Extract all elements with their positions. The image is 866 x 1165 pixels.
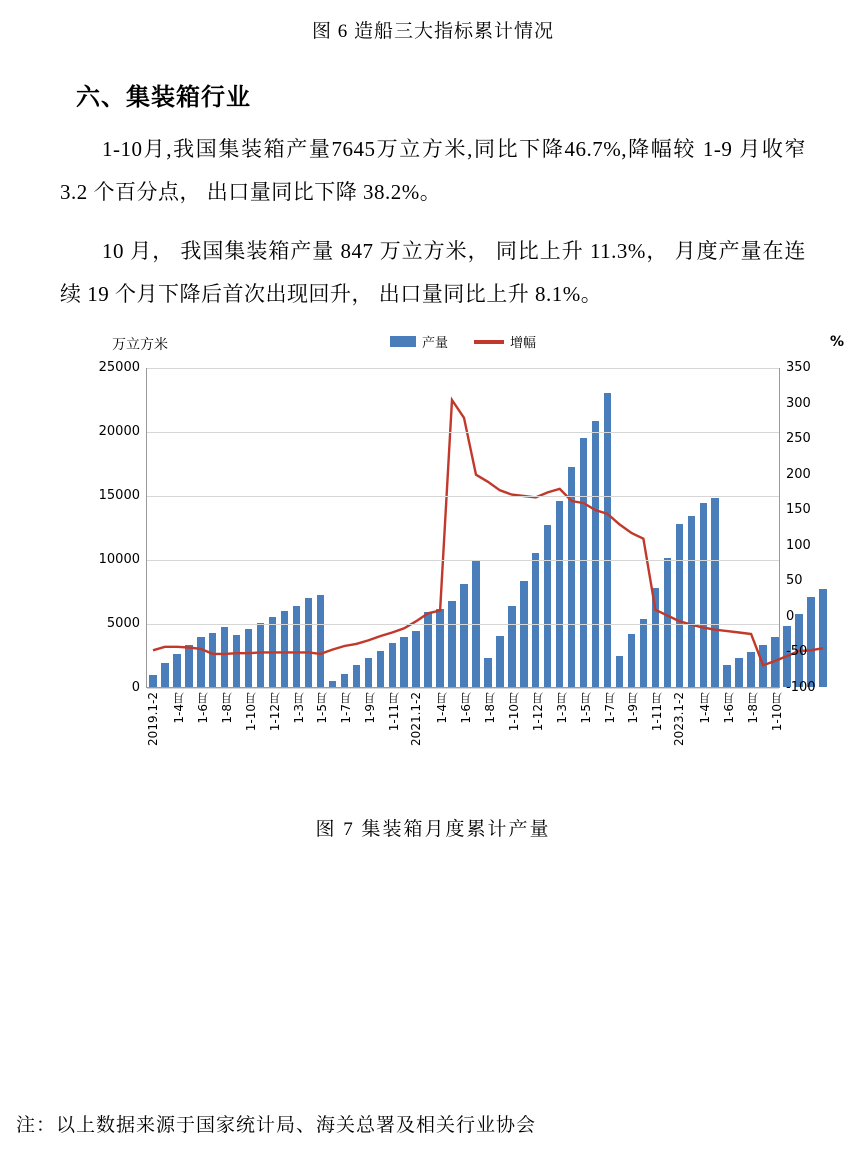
x-tick-label: 1-10月 (506, 692, 521, 732)
x-tick-label: 1-10月 (243, 692, 258, 732)
x-tick-label: 1-11月 (387, 692, 402, 732)
x-tick-label: 2019.1-2 (145, 692, 160, 746)
x-tick-label: 1-9月 (626, 692, 641, 724)
legend-label-output: 产量 (421, 336, 448, 351)
x-tick-label: 1-8月 (219, 692, 234, 724)
x-tick-label: 1-12月 (530, 692, 545, 732)
x-tick-label: 1-6月 (195, 692, 210, 724)
y-tick-left: 20000 (98, 424, 140, 439)
chart-plot-area (146, 368, 780, 688)
x-tick-label: 1-10月 (770, 692, 785, 732)
y-tick-right: -100 (786, 680, 816, 695)
y-tick-left: 5000 (106, 616, 140, 631)
x-tick-label: 2021.1-2 (409, 692, 424, 746)
line-swatch-icon (474, 340, 504, 344)
x-tick-label: 1-5月 (315, 692, 330, 724)
y-axis-left-title: 万立方米 (112, 337, 168, 353)
bar-swatch-icon (390, 336, 416, 347)
y-tick-right: 200 (786, 466, 811, 482)
bar (819, 589, 826, 687)
gridline (147, 368, 779, 369)
x-tick-label: 1-12月 (267, 692, 282, 732)
y-tick-left: 10000 (98, 552, 140, 567)
y-axis-right-title: % (829, 334, 844, 350)
x-tick-label: 1-8月 (482, 692, 497, 724)
paragraph-1: 1-10月,我国集装箱产量7645万立方米,同比下降46.7%,降幅较 1-9 月收窄 3.2 个百分点， 出口量同比下降 38.2%。 (60, 137, 806, 204)
y-tick-left: 25000 (98, 360, 140, 375)
legend-item-growth (474, 332, 536, 351)
y-tick-right: 0 (786, 608, 795, 624)
x-tick-label: 1-4月 (435, 692, 450, 724)
x-tick-label: 1-3月 (554, 692, 569, 724)
y-tick-right: 50 (786, 573, 803, 589)
gridline (147, 624, 779, 625)
x-tick-label: 2023.1-2 (672, 692, 687, 746)
growth-line (153, 400, 823, 665)
y-tick-left: 0 (131, 680, 140, 695)
source-note: 注：以上数据来源于国家统计局、海关总署及相关行业协会 (16, 1115, 537, 1136)
container-output-chart (60, 326, 866, 806)
x-tick-label: 1-8月 (746, 692, 761, 724)
x-tick-label: 1-11月 (650, 692, 665, 732)
gridline (147, 496, 779, 497)
x-axis-labels (145, 692, 785, 802)
x-tick-label: 1-4月 (698, 692, 713, 724)
legend-item-output (390, 332, 448, 351)
gridline (147, 432, 779, 433)
x-tick-label: 1-7月 (602, 692, 617, 724)
paragraph-2: 10 月， 我国集装箱产量 847 万立方米， 同比上升 11.3%， 月度产量在连续 19 个月下降后首次出现回升， 出口量同比上升 8.1%。 (60, 239, 806, 306)
gridline (147, 688, 779, 689)
figure-6-caption: 图 6 造船三大指标累计情况 (311, 21, 554, 42)
y-tick-right: 300 (786, 395, 811, 411)
x-tick-label: 1-4月 (171, 692, 186, 724)
figure-7-caption: 图 7 集装箱月度累计产量 (315, 819, 551, 840)
y-tick-left: 15000 (98, 488, 140, 503)
x-tick-label: 1-6月 (722, 692, 737, 724)
x-tick-label: 1-7月 (339, 692, 354, 724)
x-tick-label: 1-5月 (578, 692, 593, 724)
y-tick-right: -50 (786, 644, 808, 660)
y-tick-right: 250 (786, 431, 811, 447)
x-tick-label: 1-6月 (459, 692, 473, 724)
gridline (147, 560, 779, 561)
y-tick-right: 350 (786, 360, 811, 375)
y-tick-right: 150 (786, 502, 811, 518)
x-tick-label: 1-9月 (363, 692, 378, 724)
section-heading: 六、集装箱行业 (76, 83, 251, 111)
y-tick-right: 100 (786, 537, 811, 553)
legend-label-growth: 增幅 (510, 336, 537, 351)
chart-legend (60, 332, 866, 351)
x-tick-label: 1-3月 (291, 692, 306, 724)
growth-line-series (147, 368, 781, 688)
